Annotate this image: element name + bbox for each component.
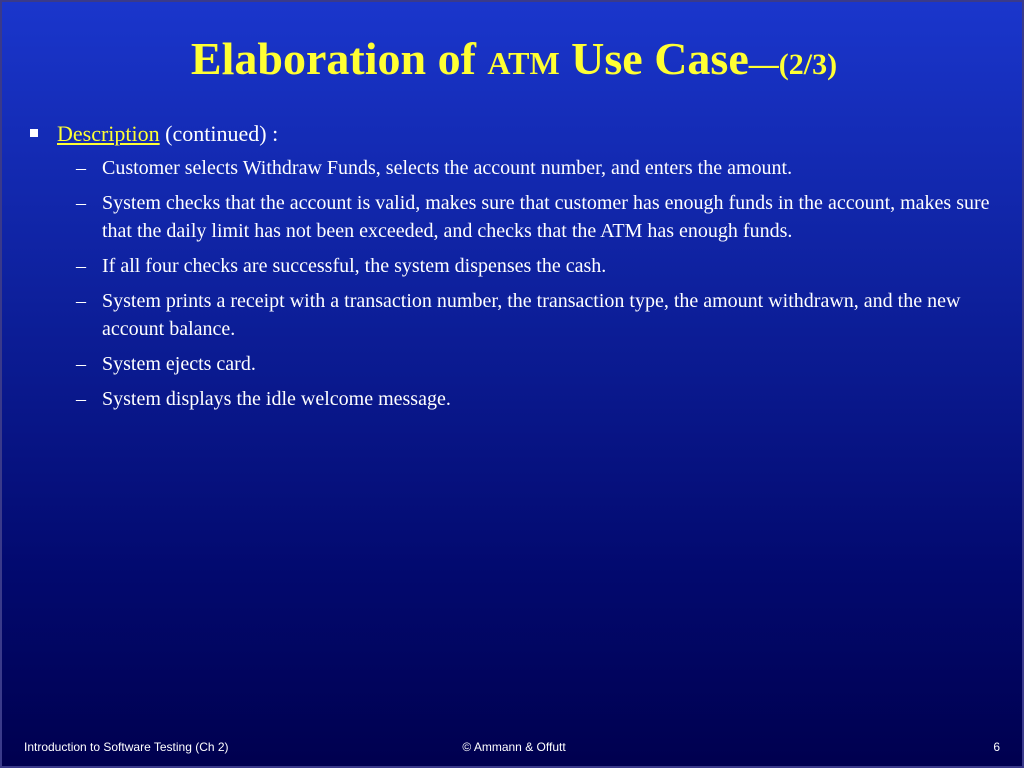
sub-item	[2, 350, 1024, 378]
dash-bullet: –	[76, 157, 86, 179]
dash-bullet: –	[76, 192, 86, 214]
sub-item-text: System checks that the account is valid, makes sure that customer has enough funds in the account, makes sure that the daily limit has not been exceeded, and checks that the ATM has enough funds.	[102, 192, 990, 242]
sub-list	[2, 154, 1024, 413]
bullet-rest-text: (continued) :	[159, 121, 279, 146]
footer-copyright: © Ammann & Offutt	[462, 740, 566, 754]
sub-item	[2, 154, 1024, 182]
description-link[interactable]: Description	[57, 121, 160, 146]
title-part-2: ATM	[487, 45, 560, 81]
sub-item-text: Customer selects Withdraw Funds, selects the account number, and enters the amount.	[102, 157, 793, 179]
title-part-3: Use Case	[559, 33, 749, 84]
sub-item-text: If all four checks are successful, the system dispenses the cash.	[102, 255, 607, 277]
dash-bullet: –	[76, 255, 86, 277]
dash-bullet: –	[76, 353, 86, 375]
sub-item-text: System displays the idle welcome message.	[102, 388, 451, 410]
sub-item	[2, 189, 1024, 245]
title-part-4: —(2/3)	[748, 48, 838, 81]
title-part-1: Elaboration of	[190, 33, 488, 84]
sub-item	[2, 252, 1024, 280]
sub-item	[2, 287, 1024, 343]
sub-item-text: System ejects card.	[102, 353, 256, 375]
dash-bullet: –	[76, 290, 86, 312]
bullet-item	[2, 120, 1024, 148]
footer-page-number: 6	[993, 740, 1000, 754]
slide-content	[2, 120, 1024, 420]
sub-item	[2, 385, 1024, 413]
sub-item-text: System prints a receipt with a transaction number, the transaction type, the amount withdrawn, and the new account balance.	[102, 290, 961, 340]
slide-title	[2, 32, 1024, 85]
square-bullet-icon	[30, 129, 38, 137]
dash-bullet: –	[76, 388, 86, 410]
footer-course-title: Introduction to Software Testing (Ch 2)	[24, 740, 229, 754]
